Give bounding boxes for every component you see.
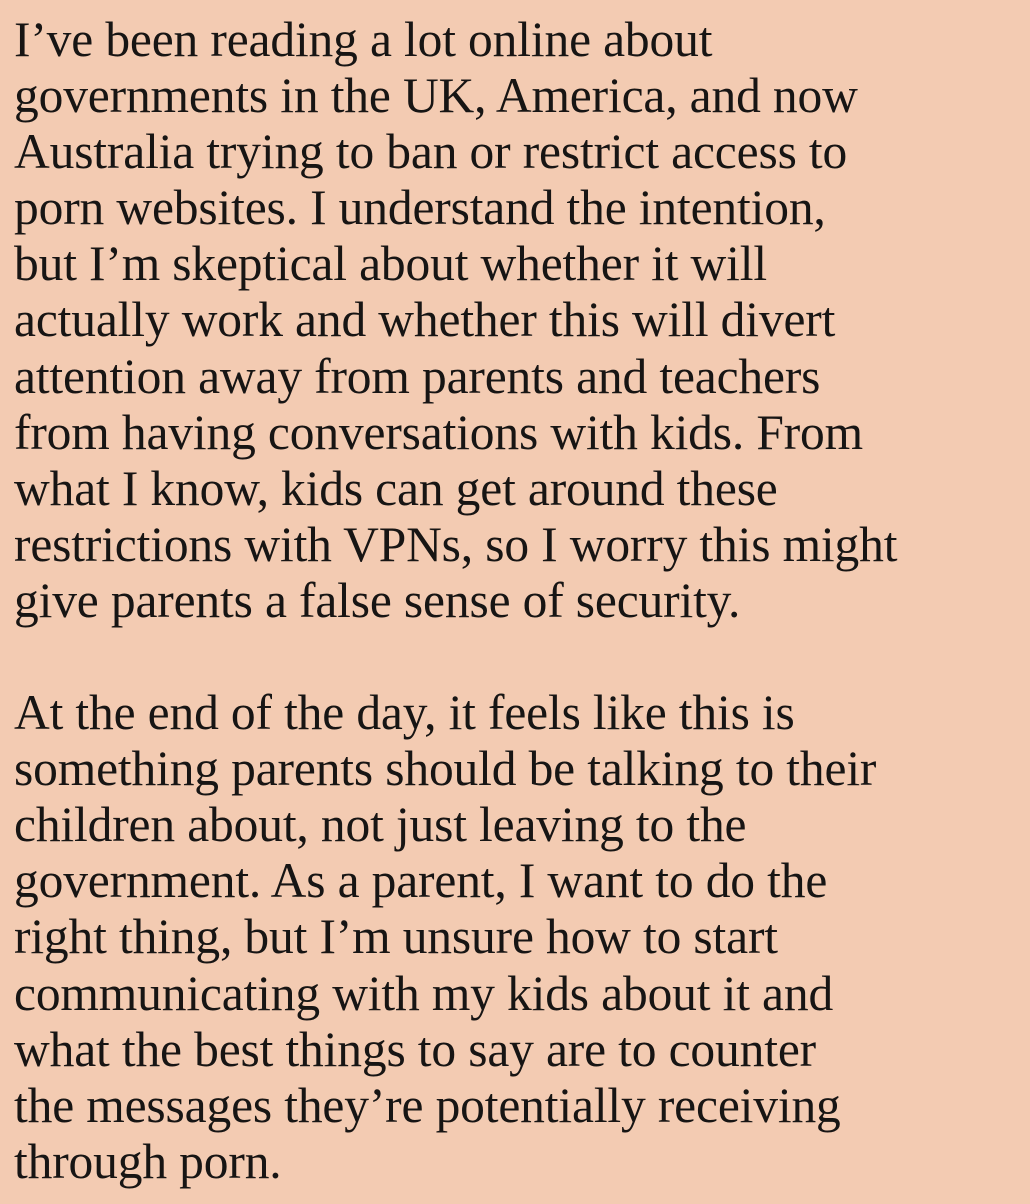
text-line: children about, not just leaving to the <box>14 797 747 853</box>
text-line: the messages they’re potentially receiving <box>14 1077 841 1133</box>
text-line: right thing, but I’m unsure how to start <box>14 909 778 965</box>
text-line: restrictions with VPNs, so I worry this might <box>14 516 898 572</box>
text-line: governments in the UK, America, and now <box>14 68 858 124</box>
paragraph-1 <box>14 12 1030 629</box>
text-line: give parents a false sense of security. <box>14 572 741 628</box>
text-line: actually work and whether this will divert <box>14 292 836 348</box>
text-line: what I know, kids can get around these <box>14 460 778 516</box>
text-line: Australia trying to ban or restrict access to <box>14 124 848 180</box>
text-line: I’ve been reading a lot online about <box>14 12 713 67</box>
text-line: attention away from parents and teachers <box>14 348 821 404</box>
paragraph-2 <box>14 685 1030 1190</box>
paragraph-spacing <box>14 629 1030 685</box>
text-line: porn websites. I understand the intention, <box>14 180 826 236</box>
text-line: through porn. <box>14 1133 282 1189</box>
text-line: from having conversations with kids. From <box>14 404 864 460</box>
text-line: what the best things to say are to counter <box>14 1021 816 1077</box>
text-line: At the end of the day, it feels like this is <box>14 685 795 741</box>
text-line: something parents should be talking to their <box>14 741 877 797</box>
text-line: but I’m skeptical about whether it will <box>14 236 767 292</box>
text-line: communicating with my kids about it and <box>14 965 834 1021</box>
text-line: government. As a parent, I want to do the <box>14 853 828 909</box>
